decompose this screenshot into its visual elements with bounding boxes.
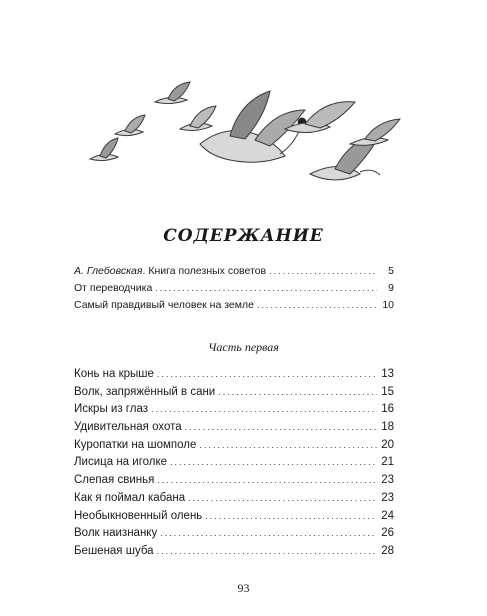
toc-entry-label: Конь на крыше (74, 368, 154, 380)
toc-entry-label: От переводчика (74, 282, 153, 294)
dot-leader (155, 280, 377, 297)
toc-entry-page: 15 (381, 385, 394, 398)
toc-entry[interactable] (74, 384, 394, 402)
dot-leader (199, 437, 377, 455)
toc-entry[interactable] (74, 419, 394, 437)
toc-entry-page: 23 (381, 491, 394, 504)
toc-entry-label: Лисица на иголке (74, 456, 168, 469)
toc-entry-page: 13 (381, 368, 394, 380)
toc-entry-page: 24 (381, 509, 394, 522)
toc-entry-author: А. Глебовская (74, 265, 143, 277)
toc-entry[interactable] (74, 280, 394, 297)
dot-leader (218, 384, 377, 402)
toc-entry-page: 10 (382, 299, 394, 311)
toc-entry-page: 9 (388, 282, 394, 294)
toc-entry-label: Волк, запряжённый в сани (74, 385, 216, 398)
toc-entry-label: Удивительная охота (74, 421, 182, 434)
dot-leader (188, 490, 377, 508)
goose-icon (155, 82, 190, 104)
toc-entry[interactable] (74, 525, 394, 543)
toc-entry[interactable] (74, 437, 394, 455)
toc-entry-label: Слепая свинья (74, 474, 155, 487)
toc-entry-page: 28 (381, 544, 394, 557)
toc-entry-page: 26 (381, 527, 394, 540)
toc-entry-label: Искры из глаз (74, 403, 148, 416)
part-title: Часть первая (208, 340, 279, 354)
toc-entry-label: Бешеная шуба (74, 544, 154, 557)
goose-icon (180, 106, 216, 130)
toc-front-matter (74, 263, 394, 314)
toc-entry-label: . Книга полезных советов (142, 265, 267, 277)
dot-leader (185, 419, 377, 437)
toc-entry-page: 18 (381, 421, 394, 434)
toc-entry[interactable] (74, 543, 394, 561)
page-title: СОДЕРЖАНИЕ (163, 226, 324, 246)
dot-leader (157, 472, 377, 490)
dot-leader (205, 508, 377, 526)
toc-entry-label: Самый правдивый человек на земле (74, 299, 254, 311)
toc-entry[interactable] (74, 454, 394, 472)
toc-entry-page: 16 (381, 403, 394, 416)
toc-entry[interactable] (74, 401, 394, 419)
dot-leader (269, 263, 377, 280)
toc-entry-page: 23 (381, 474, 394, 487)
toc-entry[interactable] (74, 263, 394, 280)
toc-entry-label: Волк наизнанку (74, 527, 158, 540)
toc-entry[interactable] (74, 297, 394, 314)
dot-leader (157, 543, 377, 561)
goose-icon (350, 119, 400, 145)
dot-leader (170, 454, 377, 472)
dot-leader (151, 401, 377, 419)
toc-entry-label: Как я поймал кабана (74, 491, 186, 504)
dot-leader (160, 525, 377, 543)
toc-entry-page: 5 (388, 265, 394, 277)
dot-leader (257, 297, 377, 314)
page-number: 93 (237, 581, 250, 595)
toc-entry[interactable] (74, 508, 394, 526)
toc-entry-label: Необыкновенный олень (74, 509, 203, 522)
flying-geese-illustration (80, 74, 410, 204)
goose-icon (90, 138, 118, 161)
toc-entry-page: 21 (381, 456, 394, 469)
toc-entry[interactable] (74, 472, 394, 490)
toc-entry-page: 20 (381, 438, 394, 451)
toc-entry[interactable] (74, 490, 394, 508)
dot-leader (157, 366, 377, 384)
toc-entry-label: Куропатки на шомполе (74, 438, 197, 451)
toc-entry[interactable] (74, 366, 394, 384)
goose-icon (115, 115, 145, 136)
toc-chapters (74, 366, 394, 561)
